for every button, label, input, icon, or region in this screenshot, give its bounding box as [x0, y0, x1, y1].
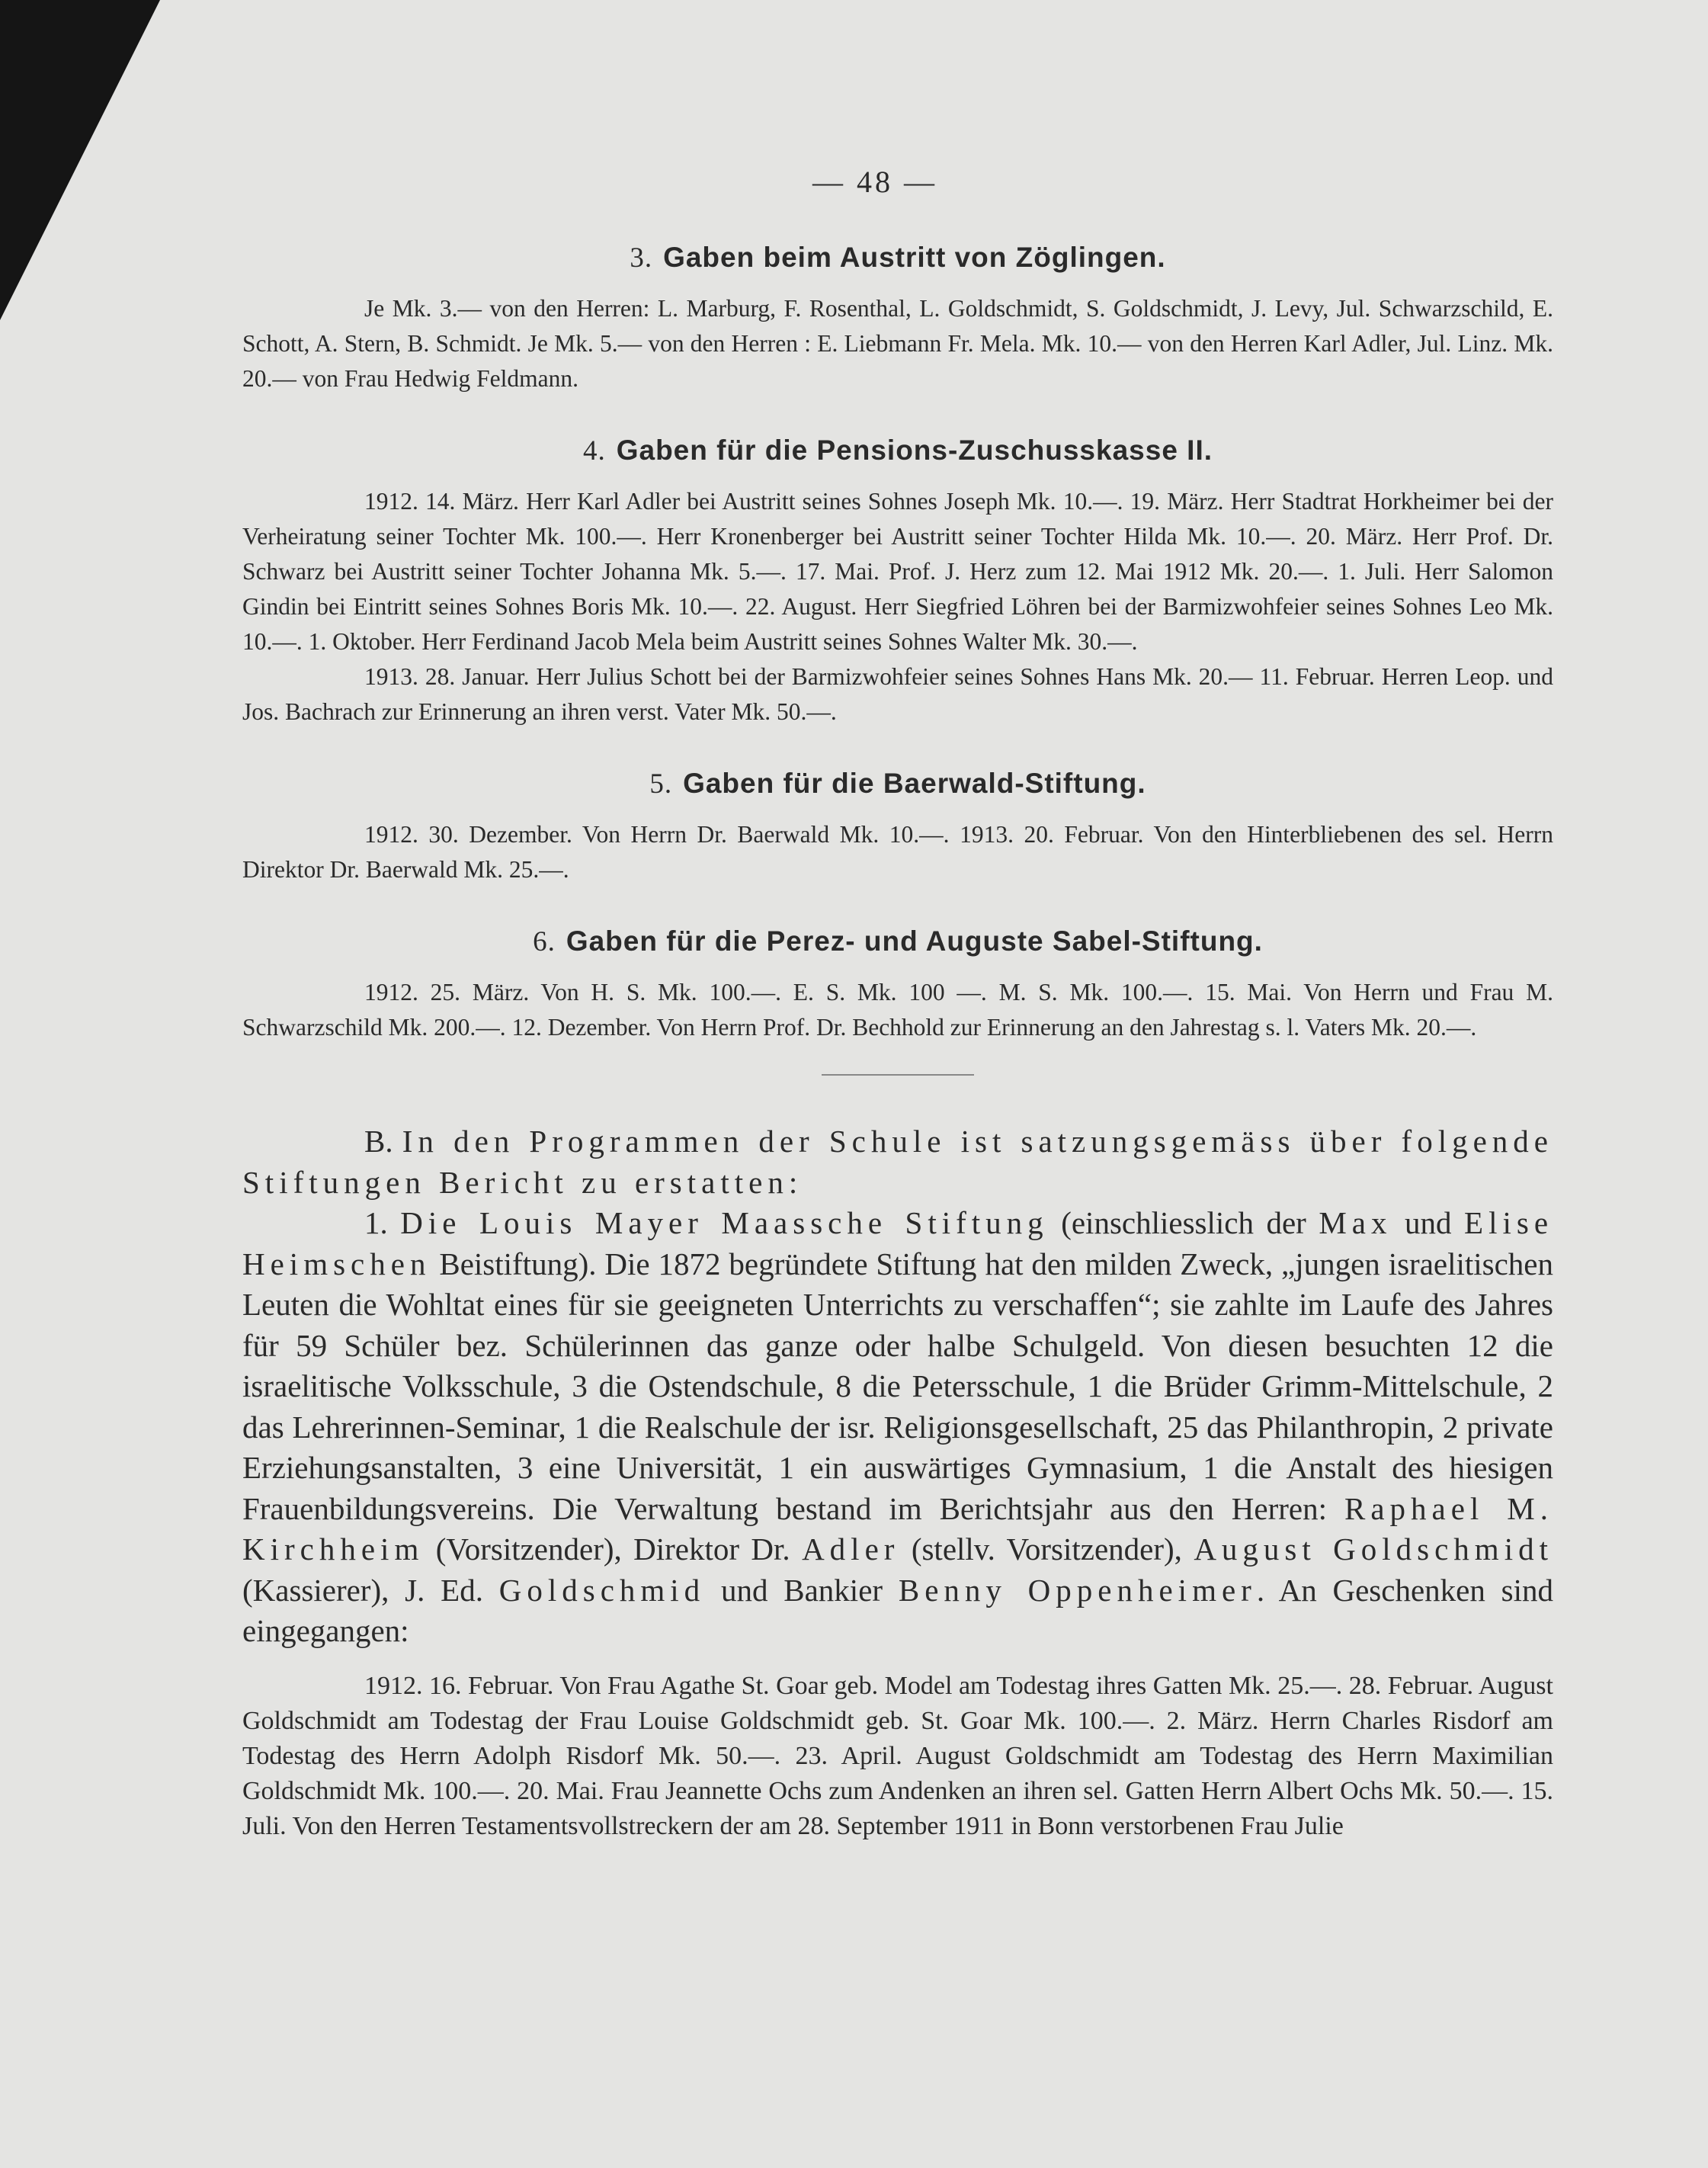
foundation-name: Die Louis Mayer Maassche Stiftung: [400, 1205, 1049, 1240]
section-4-paragraph-1912: 1912. 14. März. Herr Karl Adler bei Austritt seines Sohnes Joseph Mk. 10.—. 19. März. Herr Stadtrat Horkheimer bei der Verheiratung seiner Tochter Mk. 100.—. Herr Kronenberger bei Austritt seiner Tochter Hilda Mk. 10.—. 20. März. Herr Prof. Dr. Schwarz bei Austritt seiner Tochter Johanna Mk. 5.—. 17. Mai. Prof. J. Herz zum 12. Mai 1912 Mk. 20.—. 1. Juli. Herr Salomon Gindin bei Eintritt seines Sohnes Boris Mk. 10.—. 22. August. Herr Siegfried Löhren bei der Barmizwohfeier seines Sohnes Leo Mk. 10.—. 1. Oktober. Herr Ferdinand Jacob Mela beim Austritt seines Sohnes Walter Mk. 30.—.: [242, 488, 1553, 655]
spaced-name: Goldschmid: [498, 1572, 706, 1608]
spaced-name: Benny Oppenheimer: [898, 1572, 1257, 1608]
divider-rule: [822, 1074, 974, 1076]
section-title: Gaben für die Pensions-Zuschusskasse II.: [616, 435, 1213, 466]
section-5-paragraph: 1912. 30. Dezember. Von Herrn Dr. Baerwald Mk. 10.—. 1913. 20. Februar. Von den Hinterbliebenen des sel. Herrn Direktor Dr. Baerwald Mk. 25.—.: [242, 821, 1553, 883]
section-number: 4.: [582, 435, 606, 467]
text-run: (Vorsitzender), Direktor Dr.: [424, 1531, 803, 1567]
foundation-paragraph: [242, 1203, 1553, 1652]
section-number: 3.: [630, 242, 653, 274]
section-number: 6.: [533, 926, 556, 957]
section-6-paragraph: 1912. 25. März. Von H. S. Mk. 100.—. E. S. Mk. 100 —. M. S. Mk. 100.—. 15. Mai. Von Herrn und Frau M. Schwarzschild Mk. 200.—. 12. Dezember. Von Herrn Prof. Dr. Bechhold zur Erinnerung an den Jahrestag s. l. Vaters Mk. 20.—.: [242, 979, 1553, 1041]
section-title: Gaben für die Baerwald-Stiftung.: [683, 768, 1146, 799]
section-title: Gaben beim Austritt von Zöglingen.: [663, 242, 1166, 273]
document-page: [242, 164, 1553, 1844]
page-number: — 48 —: [812, 165, 937, 199]
section-title: Gaben für die Perez- und Auguste Sabel-Stiftung.: [566, 925, 1263, 957]
section-heading-4: [242, 435, 1553, 467]
text-run: (einschliesslich der: [1048, 1205, 1319, 1240]
part-b-intro-text: In den Programmen der Schule ist satzungsgemäss über folgende Stiftungen Bericht zu erstatten:: [242, 1124, 1553, 1200]
section-4-paragraph-1913: 1913. 28. Januar. Herr Julius Schott bei der Barmizwohfeier seines Sohnes Hans Mk. 20.— 11. Februar. Herren Leop. und Jos. Bachrach zur Erinnerung an ihren verst. Vater Mk. 50.—.: [242, 663, 1553, 725]
gifts-paragraph: 1912. 16. Februar. Von Frau Agathe St. Goar geb. Model am Todestag ihres Gatten Mk. 25.—. 28. Februar. August Goldschmidt am Todestag der Frau Louise Goldschmidt geb. St. Goar Mk. 100.—. 2. März. Herrn Charles Risdorf am Todestag des Herrn Adolph Risdorf Mk. 50.—. 23. April. August Goldschmidt am Todestag des Herrn Maximilian Goldschmidt Mk. 100.—. 20. Mai. Frau Jeannette Ochs zum Andenken an ihren sel. Gatten Herrn Albert Ochs Mk. 50.—. 15. Juli. Von den Herren Testamentsvollstreckern der am 28. September 1911 in Bonn verstorbenen Frau Julie: [242, 1671, 1553, 1840]
spaced-name: August Goldschmidt: [1194, 1531, 1553, 1567]
text-run: (Kassierer), J. Ed.: [242, 1572, 499, 1608]
section-heading-3: [242, 242, 1553, 274]
section-3-paragraph: Je Mk. 3.— von den Herren: L. Marburg, F. Rosenthal, L. Goldschmidt, S. Goldschmidt, J. Levy, Jul. Schwarzschild, E. Schott, A. Stern, B. Schmidt. Je Mk. 5.— von den Herren : E. Liebmann Fr. Mela. Mk. 10.— von den Herren Karl Adler, Jul. Linz. Mk. 20.— von Frau Hedwig Feldmann.: [242, 295, 1553, 392]
dark-page-corner: [0, 0, 160, 320]
spaced-name: Raphael M. Kirchheim: [242, 1490, 1553, 1567]
part-b-intro: [242, 1121, 1553, 1203]
spaced-name: Max: [1319, 1205, 1392, 1240]
spaced-name: Elise Heimschen: [242, 1205, 1554, 1281]
section-heading-6: [242, 925, 1553, 958]
text-run: (stellv. Vorsitzender),: [899, 1531, 1194, 1567]
part-b-label: B.: [364, 1124, 393, 1159]
spaced-name: Adler: [802, 1531, 900, 1567]
text-run: und Bankier: [705, 1572, 899, 1608]
item-number: 1.: [364, 1205, 388, 1240]
text-run: und: [1392, 1205, 1465, 1240]
section-heading-5: [242, 768, 1553, 800]
section-number: 5.: [649, 768, 673, 800]
text-run: . An Geschenken sind eingegangen:: [242, 1572, 1553, 1648]
text-run: Beistiftung). Die 1872 begründete Stiftung hat den milden Zweck, „jungen israelitischen Leuten die Wohltat eines für sie geeigneten Unterrichts zu verschaffen“; sie zahlte im Laufe des Jahres für 59 Schüler bez. Schülerinnen das ganze oder halbe Schulgeld. Von diesen besuchten 12 die israelitische Volksschule, 3 die Ostendschule, 8 die Petersschule, 1 die Brüder Grimm-Mittelschule, 2 das Lehrerinnen-Seminar, 1 die Realschule der isr. Religionsgesellschaft, 25 das Philanthropin, 2 private Erziehungsanstalten, 3 eine Universität, 1 ein auswärtiges Gymnasium, 1 die Anstalt des hiesigen Frauenbildungsvereins. Die Verwaltung bestand im Berichtsjahr aus den Herren:: [242, 1246, 1553, 1526]
